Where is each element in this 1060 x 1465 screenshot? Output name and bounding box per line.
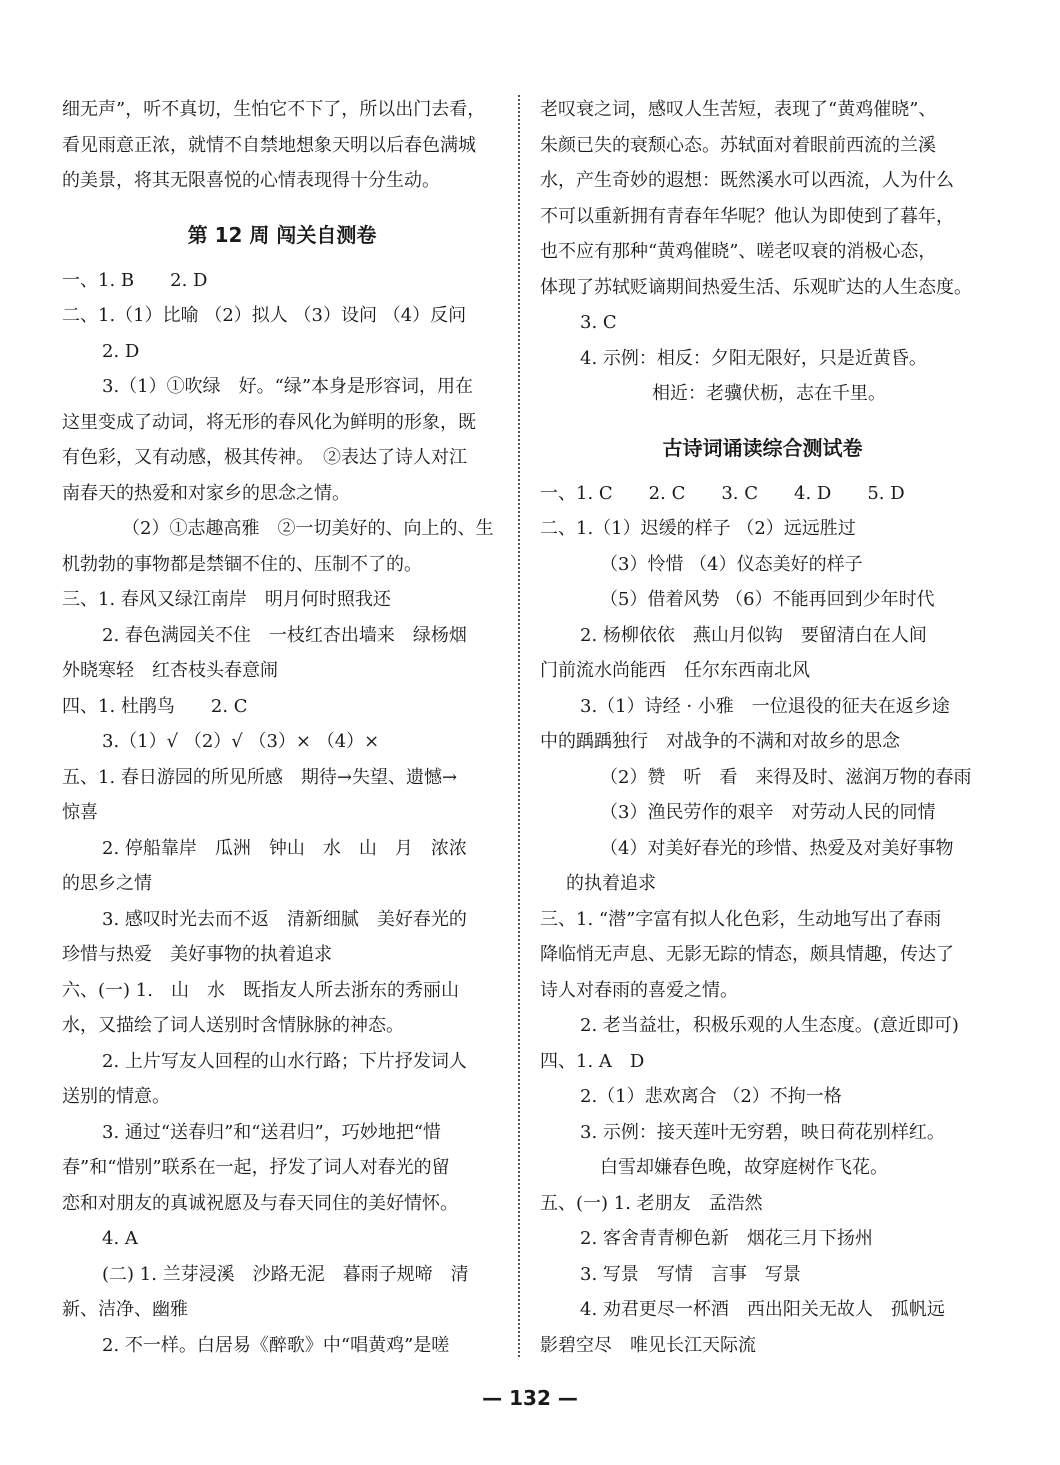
- text-line: 体现了苏轼贬谪期间热爱生活、乐观旷达的人生态度。: [540, 276, 972, 298]
- answer-line: 四、1. A D: [540, 1050, 645, 1072]
- answer-line: 2. 老当益壮，积极乐观的人生态度。(意近即可): [580, 1015, 959, 1036]
- answer-line: 3.（1）①吹绿 好。“绿”本身是形容词，用在: [102, 376, 474, 397]
- answer-line: 4. 示例：相反：夕阳无限好，只是近黄昏。: [580, 347, 927, 369]
- answer-line: 珍惜与热爱 美好事物的执着追求: [62, 944, 332, 965]
- answer-line: 4. A: [102, 1228, 138, 1249]
- text-line: 也不应有那种“黄鸡催晓”、嗟老叹衰的消极心态，: [540, 241, 937, 262]
- answer-line: 3. 示例：接天莲叶无穷碧，映日荷花别样红。: [580, 1121, 945, 1143]
- text-line: 看见雨意正浓，就情不自禁地想象天明以后春色满城: [62, 134, 476, 156]
- answer-line: 二、1.（1）迟缓的样子 （2）远远胜过: [540, 518, 856, 539]
- answer-line: 2. 春色满园关不住 一枝红杏出墙来 绿杨烟: [102, 624, 467, 646]
- text-line: 细无声”，听不真切，生怕它不下了，所以出门去看，: [62, 99, 486, 120]
- page-number: — 132 —: [482, 1386, 578, 1410]
- answer-line: 3.（1）诗经 · 小雅 一位退役的征夫在返乡途: [580, 695, 950, 717]
- answer-line: 白雪却嫌春色晚，故穿庭树作飞花。: [600, 1157, 888, 1178]
- text-line: 的美景，将其无限喜悦的心情表现得十分生动。: [62, 170, 440, 191]
- answer-line: 2. 客舍青青柳色新 烟花三月下扬州: [580, 1228, 873, 1249]
- answer-line: 2. 停船靠岸 瓜洲 钟山 水 山 月 浓浓: [102, 837, 467, 859]
- answer-line: (二) 1. 兰芽浸溪 沙路无泥 暮雨子规啼 清: [102, 1263, 469, 1285]
- column-divider: [518, 95, 520, 1357]
- left-column: [62, 92, 502, 1363]
- answer-line: （4）对美好春光的珍惜、热爱及对美好事物: [600, 837, 954, 859]
- answer-line: 这里变成了动词，将无形的春风化为鲜明的形象，既: [62, 411, 476, 433]
- answer-line: 二、1.（1）比喻 （2）拟人 （3）设问 （4）反问: [62, 305, 467, 326]
- text-line: 不可以重新拥有青春年华呢？他认为即使到了暮年，: [540, 205, 954, 227]
- answer-line: 2. 上片写友人回程的山水行路；下片抒发词人: [102, 1050, 467, 1072]
- answer-line: 水，又描绘了词人送别时含情脉脉的神态。: [62, 1015, 404, 1036]
- answer-line: 中的踽踽独行 对战争的不满和对故乡的思念: [540, 731, 900, 752]
- answer-line: 2.（1）悲欢离合 （2）不拘一格: [580, 1086, 842, 1107]
- text-line: 老叹衰之词，感叹人生苦短，表现了“黄鸡催晓”、: [540, 99, 937, 120]
- answer-line: （3）怜惜 （4）仪态美好的样子: [600, 553, 863, 575]
- text-line: 水，产生奇妙的遐想：既然溪水可以西流，人为什么: [540, 170, 954, 191]
- answer-line: 六、(一) 1. 山 水 既指友人所去浙东的秀丽山: [62, 979, 459, 1001]
- answer-line: 的思乡之情: [62, 873, 152, 894]
- answer-line: 春”和“惜别”联系在一起，抒发了词人对春光的留: [62, 1157, 450, 1178]
- answer-line: 恋和对朋友的真诚祝愿及与春天同住的美好情怀。: [62, 1192, 458, 1214]
- section-title: 第 12 周 闯关自测卷: [187, 222, 377, 247]
- answer-line: （2）赞 听 看 来得及时、滋润万物的春雨: [600, 766, 972, 788]
- section-title: 古诗词诵读综合测试卷: [662, 435, 863, 460]
- answer-line: （3）渔民劳作的艰辛 对劳动人民的同情: [600, 802, 936, 823]
- answer-line: 新、洁净、幽雅: [62, 1299, 188, 1320]
- answer-line: 3. C: [580, 312, 617, 333]
- answer-line: （5）借着风势 （6）不能再回到少年时代: [600, 589, 935, 610]
- answer-line: 惊喜: [62, 802, 98, 823]
- answer-line: 相近：老骥伏枥，志在千里。: [652, 383, 886, 404]
- answer-line: 机勃勃的事物都是禁锢不住的、压制不了的。: [62, 553, 422, 575]
- answer-line: 诗人对春雨的喜爱之情。: [540, 979, 738, 1001]
- answer-line: 3. 通过“送春归”和“送君归”，巧妙地把“惜: [102, 1121, 441, 1143]
- answer-line: 的执着追求: [566, 873, 656, 894]
- answer-line: 2. 不一样。白居易《醉歌》中“唱黄鸡”是嗟: [102, 1334, 450, 1356]
- answer-line: 3. 感叹时光去而不返 清新细腻 美好春光的: [102, 908, 467, 930]
- answer-line: 3.（1）√ （2）√ （3）× （4）×: [102, 731, 380, 752]
- answer-line: 有色彩，又有动感，极其传神。 ②表达了诗人对江: [62, 447, 467, 468]
- answer-line: 一、1. C 2. C 3. C 4. D 5. D: [540, 482, 905, 504]
- answer-line: 外晓寒轻 红杏枝头春意闹: [62, 660, 278, 681]
- answer-line: 一、1. B 2. D: [62, 269, 208, 291]
- answer-line: 送别的情意。: [62, 1086, 170, 1107]
- answer-line: 影碧空尽 唯见长江天际流: [540, 1334, 756, 1356]
- answer-line: 四、1. 杜鹃鸟 2. C: [62, 695, 248, 717]
- right-column: [540, 92, 985, 1363]
- answer-line: 南春天的热爱和对家乡的思念之情。: [62, 482, 350, 504]
- answer-line: 五、1. 春日游园的所见所感 期待→失望、遗憾→: [62, 766, 458, 788]
- text-line: 朱颜已失的衰颓心态。苏轼面对着眼前西流的兰溪: [540, 134, 936, 156]
- answer-line: 三、1. “潜”字富有拟人化色彩，生动地写出了春雨: [540, 908, 942, 930]
- answer-line: 三、1. 春风又绿江南岸 明月何时照我还: [62, 589, 391, 610]
- answer-line: （2）①志趣高雅 ②一切美好的、向上的、生: [122, 518, 494, 539]
- answer-line: 门前流水尚能西 任尔东西南北风: [540, 660, 810, 681]
- answer-line: 2. 杨柳依依 燕山月似钩 要留清白在人间: [580, 624, 927, 646]
- answer-line: 五、(一) 1. 老朋友 孟浩然: [540, 1192, 763, 1214]
- answer-line: 3. 写景 写情 言事 写景: [580, 1263, 801, 1285]
- answer-line: 降临悄无声息、无影无踪的情态，颇具情趣，传达了: [540, 944, 954, 965]
- answer-line: 4. 劝君更尽一杯酒 西出阳关无故人 孤帆远: [580, 1299, 945, 1320]
- answer-line: 2. D: [102, 340, 140, 362]
